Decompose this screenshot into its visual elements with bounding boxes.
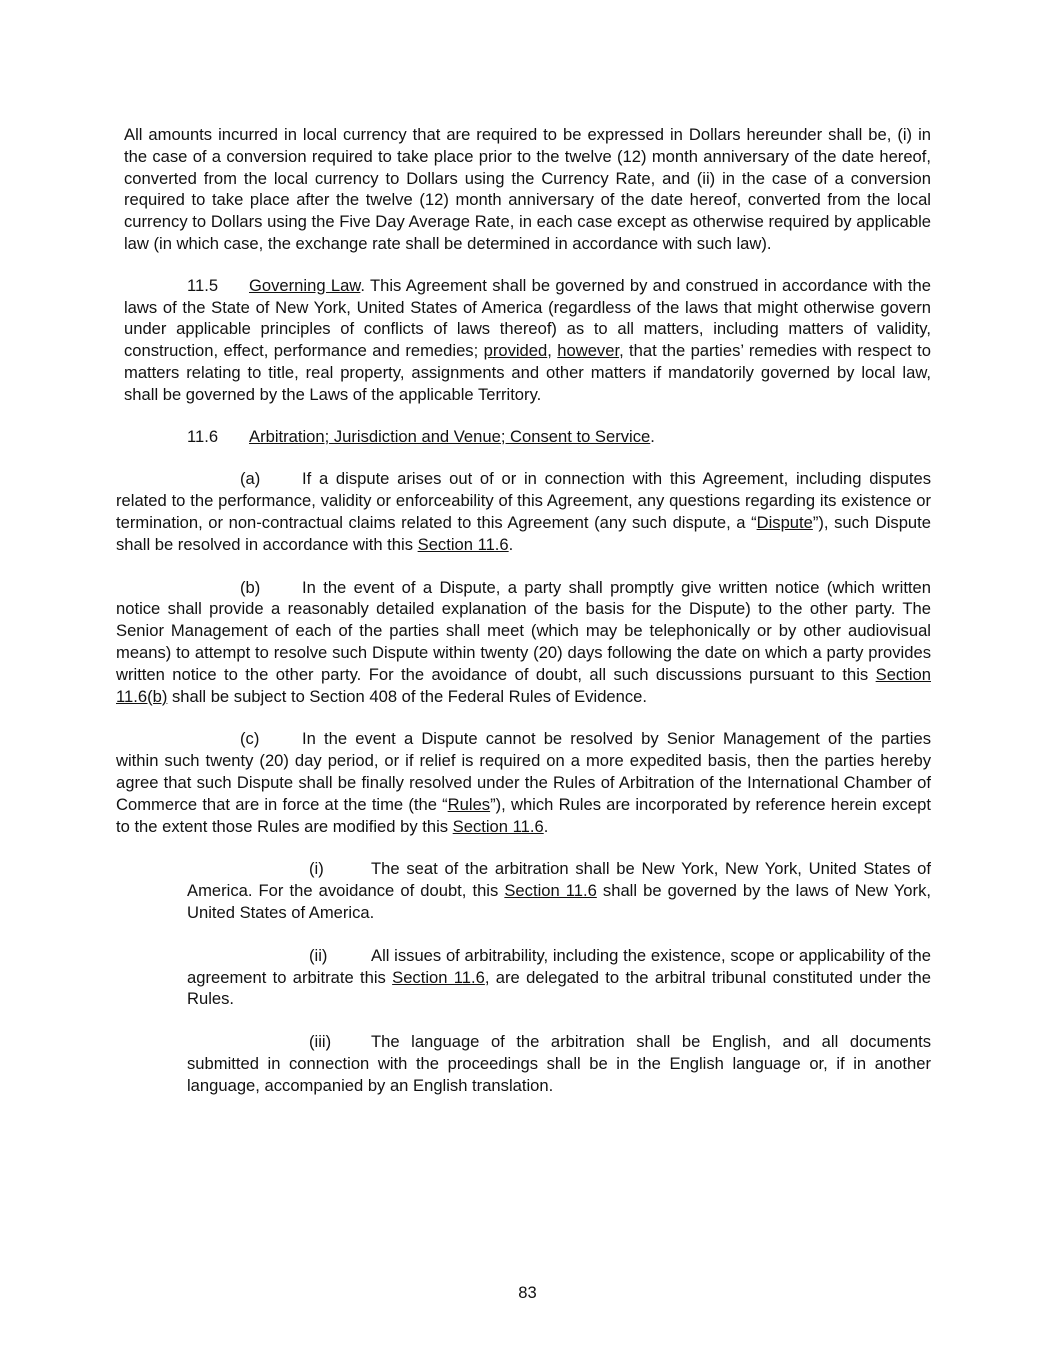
- text-segment: The seat of the arbitration shall be New York, New York, United States of America. For the avoidance of doubt, this: [187, 859, 931, 901]
- section-number: 11.5: [187, 275, 219, 295]
- text-segment: In the event a Dispute cannot be resolved by Senior Management of the parties within such twenty (20) day period, or if relief is required on a more expedited basis, then the parties hereby agree that such Dispute shall be finally resolved under the Rules of Arbitration of the International Chamber of Commerce that are in force at the time (the “: [116, 729, 931, 814]
- text-segment: All issues of arbitrability, including the existence, scope or applicability of the agreement to arbitrate this: [187, 945, 931, 987]
- text-segment: shall be subject to Section 408 of the Federal Rules of Evidence.: [167, 686, 648, 706]
- section-11-6-b: [116, 577, 931, 708]
- text-segment: . This Agreement shall be governed by and construed in accordance with the laws of the State of New York, United States of America (regardless of the laws that might otherwise govern under applicable principles of conflicts of laws thereof) as to all matters, including matters of validity, construction, effect, performance and remedies;: [124, 275, 931, 361]
- defined-term-reference: Section 11.6: [417, 534, 509, 554]
- text-segment: ”), such Dispute shall be resolved in accordance with this: [116, 512, 932, 554]
- section-11-6-c-ii: [187, 945, 931, 1010]
- text-segment: , that the parties’ remedies with respect to matters relating to title, real property, assignments and other matters if mandatorily governed by local law, shall be governed by the Laws of the applicable Territory.: [124, 341, 931, 404]
- section-11-6-heading: [124, 426, 931, 448]
- paragraph-currency-conversion: [124, 124, 931, 255]
- text-segment: shall be governed by the laws of New York, United States of America.: [187, 881, 931, 922]
- text-segment: ,: [547, 341, 558, 361]
- defined-term-reference: Governing Law: [249, 275, 361, 295]
- defined-term-reference: Dispute: [756, 512, 813, 532]
- text-segment: .: [543, 816, 549, 836]
- defined-term-reference: Section 11.6: [392, 967, 485, 987]
- text-segment: , are delegated to the arbitral tribunal constituted under the Rules.: [187, 967, 931, 1009]
- section-number: (c): [240, 729, 260, 749]
- text-segment: .: [650, 426, 655, 446]
- section-number: (ii): [309, 945, 328, 965]
- defined-term-reference: however: [557, 341, 620, 361]
- defined-term-reference: Rules: [447, 794, 491, 814]
- section-number: (a): [240, 469, 261, 489]
- section-number: (b): [240, 577, 261, 597]
- defined-term-reference: Section 11.6(b): [116, 664, 931, 706]
- text-segment: If a dispute arises out of or in connection with this Agreement, including disputes related to the performance, validity or enforceability of this Agreement, any questions regarding its existence or termination, or non-contractual claims related to this Agreement (any such dispute, a “: [116, 469, 931, 532]
- text-segment: .: [508, 534, 514, 554]
- section-11-6-c-i: [187, 858, 931, 923]
- section-number: (iii): [309, 1032, 332, 1052]
- section-number: (i): [309, 859, 324, 879]
- section-11-6-c-iii: [187, 1031, 931, 1096]
- document-body: [116, 124, 932, 1096]
- section-11-5: [124, 275, 931, 406]
- defined-term-reference: Section 11.6: [504, 881, 597, 901]
- text-segment: The language of the arbitration shall be English, and all documents submitted in connection with the proceedings shall be in the English language or, if in another language, accompanied by an English translation.: [187, 1032, 931, 1095]
- text-segment: All amounts incurred in local currency that are required to be expressed in Dollars hereunder shall be, (i) in the case of a conversion required to take place prior to the twelve (12) month anniversary of the date hereof, converted from the local currency to Dollars using the Currency Rate, and (ii) in the case of a conversion required to take place after the twelve (12) month anniversary of the date hereof, converted from the local currency to Dollars using the Five Day Average Rate, in each case except as otherwise required by applicable law (in which case, the exchange rate shall be determined in accordance with such law).: [124, 125, 931, 253]
- text-segment: In the event of a Dispute, a party shall promptly give written notice (which written notice shall provide a reasonably detailed explanation of the basis for the Dispute) to the other party. The Senior Management of each of the parties shall meet (which may be telephonically or by other audiovisual means) to attempt to resolve such Dispute within twenty (20) days following the date on which a party provides written notice to the other party. For the avoidance of doubt, all such discussions pursuant to this: [116, 577, 931, 684]
- text-segment: ”), which Rules are incorporated by reference herein except to the extent those Rules are modified by this: [116, 794, 931, 836]
- section-11-6-a: [116, 468, 931, 555]
- section-number: 11.6: [187, 426, 219, 446]
- defined-term-reference: provided: [483, 341, 548, 361]
- section-11-6-c: [116, 728, 931, 837]
- page-number: 83: [518, 1283, 537, 1302]
- defined-term-reference: Arbitration; Jurisdiction and Venue; Consent to Service: [249, 426, 651, 446]
- defined-term-reference: Section 11.6: [452, 816, 544, 836]
